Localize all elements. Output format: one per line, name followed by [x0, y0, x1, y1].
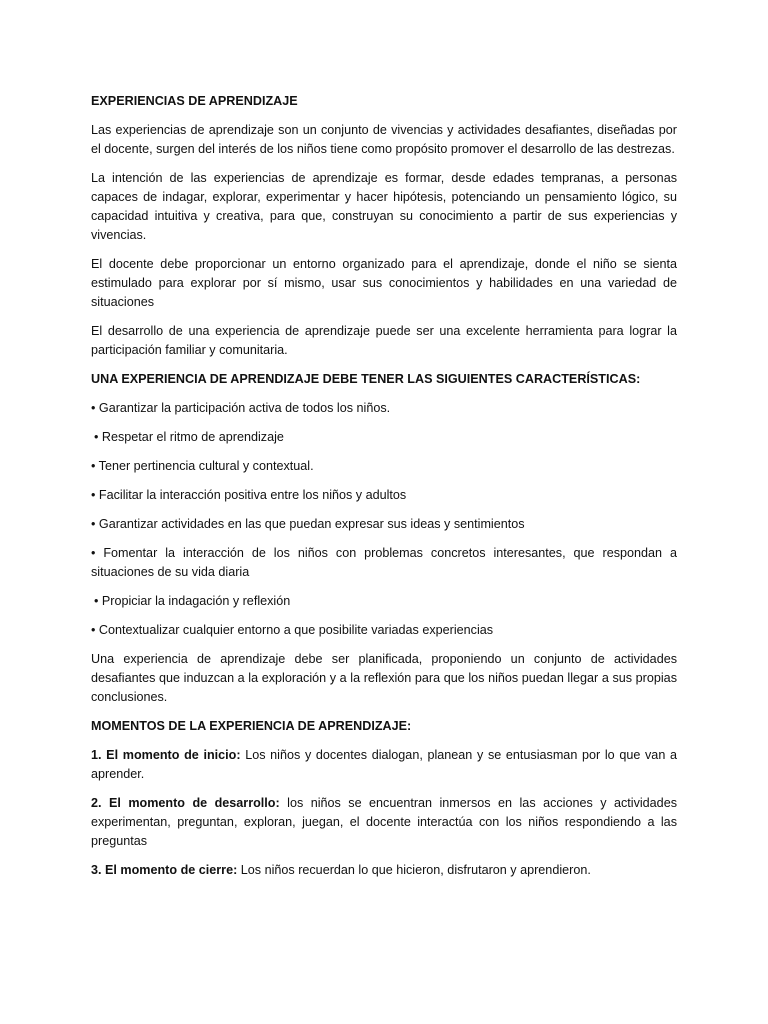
- characteristic-item: • Respetar el ritmo de aprendizaje: [94, 430, 284, 444]
- moments-heading: MOMENTOS DE LA EXPERIENCIA DE APRENDIZAJE:: [91, 719, 412, 733]
- document-title: EXPERIENCIAS DE APRENDIZAJE: [91, 94, 298, 108]
- moment-text: los niños se encuentran inmersos en las acciones y actividades experimentan, preguntan, exploran, juegan, el docente interactúa con los niños respondiendo a las preguntas: [91, 796, 677, 848]
- characteristic-item: • Contextualizar cualquier entorno a que posibilite variadas experiencias: [91, 623, 494, 637]
- intro-paragraph-4: El desarrollo de una experiencia de aprendizaje puede ser una excelente herramienta para lograr la participación familiar y comunitaria.: [91, 324, 677, 357]
- moment-item: [91, 794, 677, 851]
- characteristic-item: • Garantizar la participación activa de todos los niños.: [91, 401, 391, 415]
- moment-text: Los niños recuerdan lo que hicieron, disfrutaron y aprendieron.: [237, 863, 591, 877]
- planning-paragraph: Una experiencia de aprendizaje debe ser planificada, proponiendo un conjunto de actividades desafiantes que induzcan a la exploración y a la reflexión para que los niños puedan llegar a sus propias conclusiones.: [91, 652, 677, 704]
- characteristic-item: • Garantizar actividades en las que puedan expresar sus ideas y sentimientos: [91, 517, 525, 531]
- moment-label: 3. El momento de cierre:: [91, 863, 238, 877]
- moment-item: [91, 746, 677, 784]
- characteristic-item: • Fomentar la interacción de los niños con problemas concretos interesantes, que respondan a situaciones de su vida diaria: [91, 546, 677, 579]
- intro-paragraph-2: La intención de las experiencias de aprendizaje es formar, desde edades tempranas, a personas capaces de indagar, explorar, experimentar y hacer hipótesis, potenciando un pensamiento lógico, su capacidad intuitiva y creativa, para que, construyan su conocimiento a partir de sus experiencias y vivencias.: [91, 171, 677, 242]
- moment-label: 1. El momento de inicio:: [91, 748, 241, 762]
- moments-list: [91, 746, 677, 880]
- moment-label: 2. El momento de desarrollo:: [91, 796, 280, 810]
- characteristic-item: • Propiciar la indagación y reflexión: [94, 594, 291, 608]
- characteristic-item: • Tener pertinencia cultural y contextual.: [91, 459, 314, 473]
- characteristics-list: [91, 399, 677, 640]
- intro-paragraph-1: Las experiencias de aprendizaje son un conjunto de vivencias y actividades desafiantes, diseñadas por el docente, surgen del interés de los niños tiene como propósito promover el desarrollo de las destrezas.: [91, 123, 677, 156]
- characteristic-item: • Facilitar la interacción positiva entre los niños y adultos: [91, 488, 407, 502]
- moment-item: [91, 861, 677, 880]
- intro-paragraph-3: El docente debe proporcionar un entorno organizado para el aprendizaje, donde el niño se sienta estimulado para explorar por sí mismo, usar sus conocimientos y habilidades en una variedad de situaciones: [91, 257, 677, 309]
- characteristics-heading: UNA EXPERIENCIA DE APRENDIZAJE DEBE TENER LAS SIGUIENTES CARACTERÍSTICAS:: [91, 372, 641, 386]
- moment-text: Los niños y docentes dialogan, planean y se entusiasman por lo que van a aprender.: [91, 748, 677, 781]
